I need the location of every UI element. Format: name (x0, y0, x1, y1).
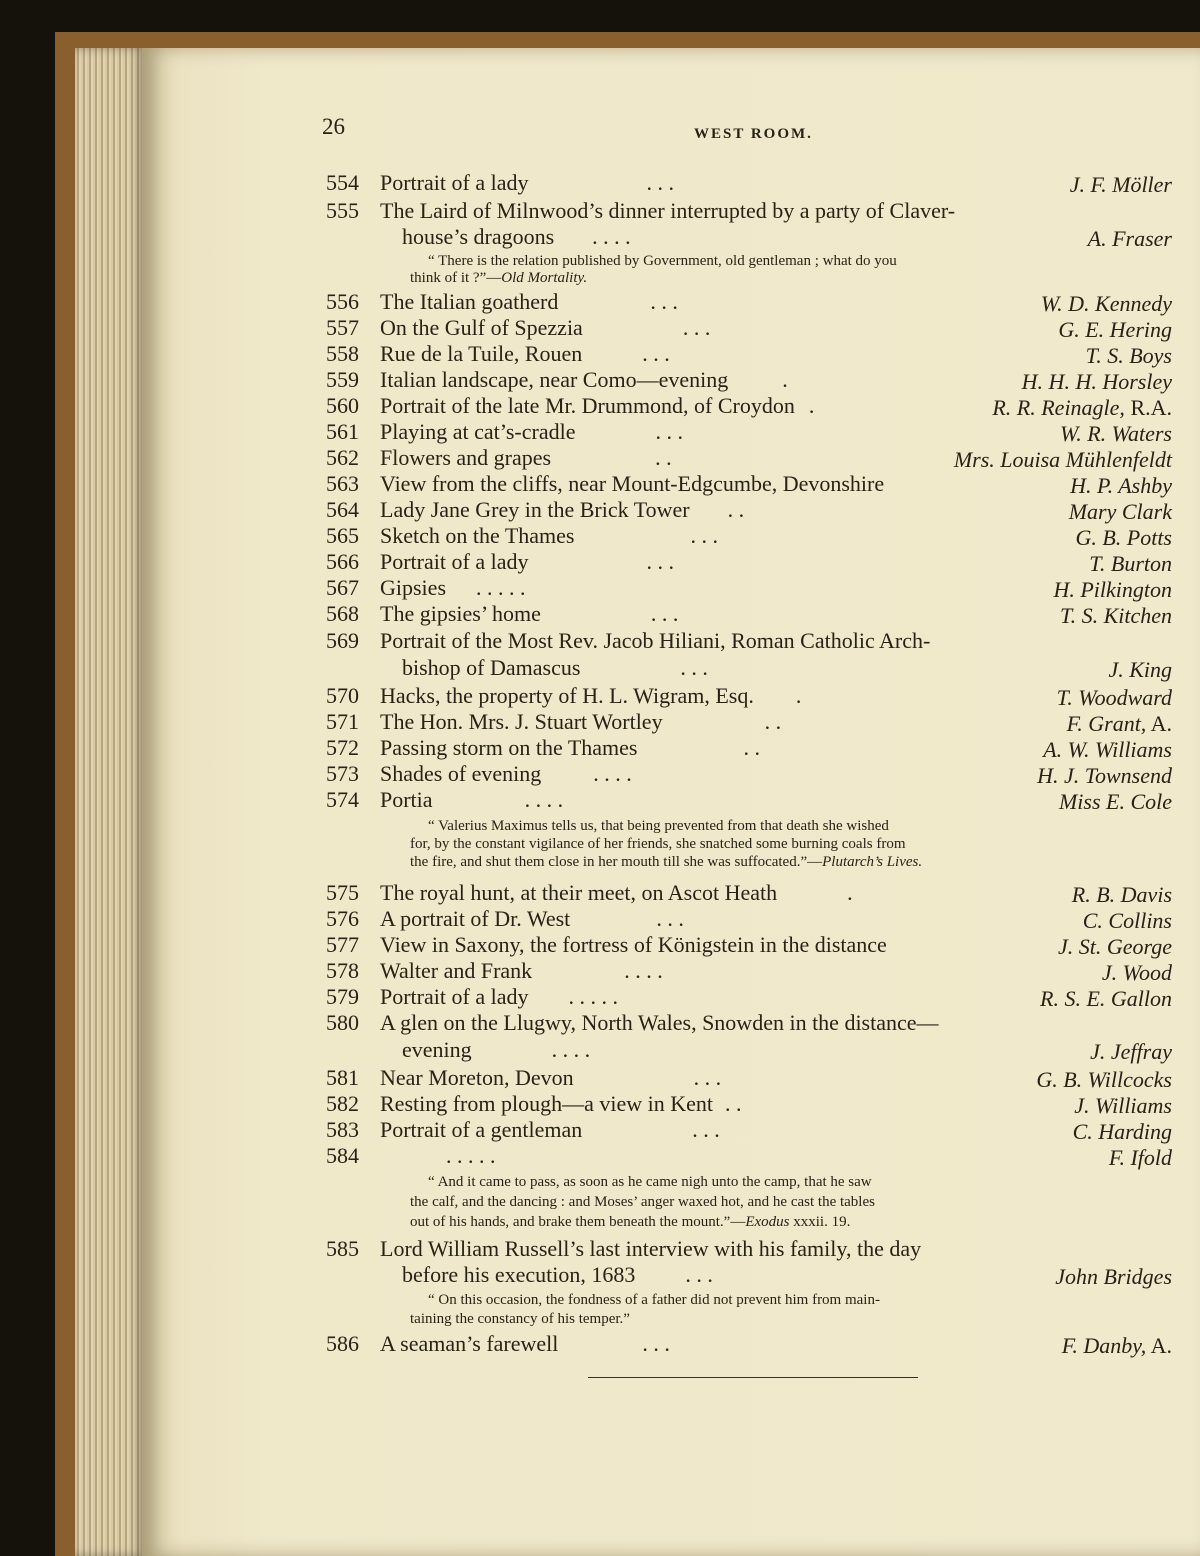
entry-number: 563 (326, 471, 359, 496)
entry-artist: H. Pilkington (1053, 577, 1172, 602)
entry-quote: “ Valerius Maximus tells us, that being prevented from that death she wished (428, 818, 889, 834)
catalogue-page (142, 48, 1200, 1556)
entry-number: 560 (326, 393, 359, 418)
entry-number: 555 (326, 198, 359, 223)
entry-artist: G. E. Hering (1058, 317, 1172, 342)
entry-title: . . . . . (446, 1143, 496, 1168)
entry-quote: “ There is the relation published by Government, old gentleman ; what do you (428, 253, 897, 269)
entry-title: Portrait of a lady . . . (380, 170, 674, 195)
entry-number: 559 (326, 367, 359, 392)
entry-number: 566 (326, 549, 359, 574)
entry-number: 569 (326, 628, 359, 653)
entry-artist: Mrs. Louisa Mühlenfeldt (953, 447, 1172, 472)
entry-number: 562 (326, 445, 359, 470)
entry-number: 554 (326, 170, 359, 195)
entry-quote: “ On this occasion, the fondness of a father did not prevent him from main- (428, 1292, 880, 1308)
entry-title: The Italian goatherd . . . (380, 289, 678, 314)
entry-artist: H. J. Townsend (1037, 763, 1172, 788)
entry-title-continuation: house’s dragoons . . . . (402, 224, 631, 249)
entry-title: On the Gulf of Spezzia . . . (380, 315, 711, 340)
entry-title: Flowers and grapes . . (380, 445, 672, 470)
page-edges (75, 48, 145, 1556)
entry-title: Shades of evening . . . . (380, 761, 632, 786)
entry-number: 561 (326, 419, 359, 444)
entry-number: 581 (326, 1065, 359, 1090)
entry-title: Walter and Frank . . . . (380, 958, 663, 983)
entry-quote: taining the constancy of his temper.” (410, 1311, 630, 1327)
entry-title: Portrait of a lady . . . . . (380, 984, 618, 1009)
entry-number: 576 (326, 906, 359, 931)
entry-number: 567 (326, 575, 359, 600)
entry-title: Hacks, the property of H. L. Wigram, Esq. . (380, 683, 802, 708)
entry-number: 573 (326, 761, 359, 786)
entry-title: A glen on the Llugwy, North Wales, Snowden in the distance— (380, 1010, 939, 1035)
entry-title: Sketch on the Thames . . . (380, 523, 718, 548)
entry-artist: R. R. Reinagle, R.A. (992, 395, 1172, 420)
entry-artist: Miss E. Cole (1058, 789, 1172, 814)
entry-title: Lady Jane Grey in the Brick Tower . . (380, 497, 745, 522)
entry-title: View in Saxony, the fortress of Königstein in the distance (380, 932, 887, 957)
entry-title: A portrait of Dr. West . . . (380, 906, 684, 931)
entry-quote: out of his hands, and brake them beneath the mount.”—Exodus xxxii. 19. (410, 1214, 851, 1230)
entry-artist: C. Collins (1082, 908, 1172, 933)
entry-title: Playing at cat’s-cradle . . . (380, 419, 683, 444)
entry-title: View from the cliffs, near Mount-Edgcumbe, Devonshire (380, 471, 885, 496)
entry-title: Portrait of a lady . . . (380, 549, 674, 574)
entry-number: 572 (326, 735, 359, 760)
entry-artist: J. Wood (1101, 960, 1172, 985)
entry-number: 577 (326, 932, 359, 957)
entry-number: 583 (326, 1117, 359, 1142)
entry-artist: R. B. Davis (1071, 882, 1172, 907)
entry-quote: the calf, and the dancing : and Moses’ anger waxed hot, and he cast the tables (410, 1194, 875, 1210)
entry-artist: F. Ifold (1108, 1145, 1172, 1170)
entry-title: Gipsies . . . . . (380, 575, 526, 600)
entry-number: 582 (326, 1091, 359, 1116)
entry-artist: John Bridges (1055, 1264, 1172, 1289)
entry-number: 571 (326, 709, 359, 734)
entry-number: 579 (326, 984, 359, 1009)
entry-number: 565 (326, 523, 359, 548)
entry-artist: J. King (1108, 657, 1172, 682)
entry-title-continuation: evening . . . . (402, 1037, 591, 1062)
entry-number: 574 (326, 787, 359, 812)
entry-artist: H. P. Ashby (1070, 473, 1172, 498)
entry-artist: J. Williams (1074, 1093, 1172, 1118)
entry-artist: T. Burton (1089, 551, 1172, 576)
entry-title: Portrait of the Most Rev. Jacob Hiliani, Roman Catholic Arch- (380, 628, 931, 653)
entry-title: Portrait of a gentleman . . . (380, 1117, 720, 1142)
entry-quote: the fire, and shut them close in her mouth till she was suffocated.”—Plutarch’s Lives. (410, 854, 923, 870)
entry-number: 570 (326, 683, 359, 708)
entry-title: The Laird of Milnwood’s dinner interrupted by a party of Claver- (380, 198, 956, 223)
entry-number: 575 (326, 880, 359, 905)
entry-artist: F. Danby, A. (1061, 1333, 1172, 1358)
entry-title: The royal hunt, at their meet, on Ascot Heath . (380, 880, 853, 905)
entry-number: 580 (326, 1010, 359, 1035)
entry-number: 556 (326, 289, 359, 314)
entry-title-continuation: bishop of Damascus . . . (402, 655, 708, 680)
entry-title-continuation: before his execution, 1683 . . . (402, 1262, 713, 1287)
entry-title: Portrait of the late Mr. Drummond, of Croydon . (380, 393, 815, 418)
entry-number: 585 (326, 1236, 359, 1261)
entry-quote: for, by the constant vigilance of her friends, she snatched some burning coals from (410, 836, 906, 852)
entry-artist: T. S. Boys (1085, 343, 1172, 368)
entry-quote: think of it ?”—Old Mortality. (410, 270, 588, 286)
end-rule-divider (588, 1377, 918, 1378)
entry-title: Portia . . . . (380, 787, 564, 812)
entry-artist: A. Fraser (1087, 226, 1172, 251)
entry-artist: W. D. Kennedy (1040, 291, 1172, 316)
entry-title: The gipsies’ home . . . (380, 601, 679, 626)
entry-artist: W. R. Waters (1059, 421, 1172, 446)
entry-title: A seaman’s farewell . . . (380, 1331, 670, 1356)
entry-artist: A. W. Williams (1043, 737, 1172, 762)
entry-artist: T. Woodward (1056, 685, 1172, 710)
entry-number: 564 (326, 497, 359, 522)
entry-title: Passing storm on the Thames . . (380, 735, 760, 760)
entry-number: 568 (326, 601, 359, 626)
entry-number: 558 (326, 341, 359, 366)
entry-artist: G. B. Willcocks (1036, 1067, 1172, 1092)
entry-artist: J. F. Möller (1069, 172, 1172, 197)
entry-artist: T. S. Kitchen (1059, 603, 1172, 628)
entry-number: 586 (326, 1331, 359, 1356)
entry-artist: F. Grant, A. (1066, 711, 1172, 736)
entry-artist: R. S. E. Gallon (1040, 986, 1172, 1011)
entry-title: Lord William Russell’s last interview with his family, the day (380, 1236, 922, 1261)
entry-title: Resting from plough—a view in Kent . . (380, 1091, 742, 1116)
running-head: WEST ROOM. (694, 126, 813, 142)
entry-artist: C. Harding (1072, 1119, 1172, 1144)
entry-title: Rue de la Tuile, Rouen . . . (380, 341, 670, 366)
entry-artist: Mary Clark (1068, 499, 1172, 524)
entry-number: 578 (326, 958, 359, 983)
entry-artist: G. B. Potts (1075, 525, 1172, 550)
entry-artist: J. Jeffray (1090, 1039, 1172, 1064)
entry-quote: “ And it came to pass, as soon as he came nigh unto the camp, that he saw (428, 1174, 872, 1190)
page-number: 26 (322, 114, 345, 139)
entry-artist: J. St. George (1057, 934, 1172, 959)
entry-artist: H. H. H. Horsley (1021, 369, 1172, 394)
entry-title: Italian landscape, near Como—evening . (380, 367, 788, 392)
entry-number: 584 (326, 1143, 359, 1168)
entry-number: 557 (326, 315, 359, 340)
entry-title: Near Moreton, Devon . . . (380, 1065, 722, 1090)
entry-title: The Hon. Mrs. J. Stuart Wortley . . (380, 709, 782, 734)
